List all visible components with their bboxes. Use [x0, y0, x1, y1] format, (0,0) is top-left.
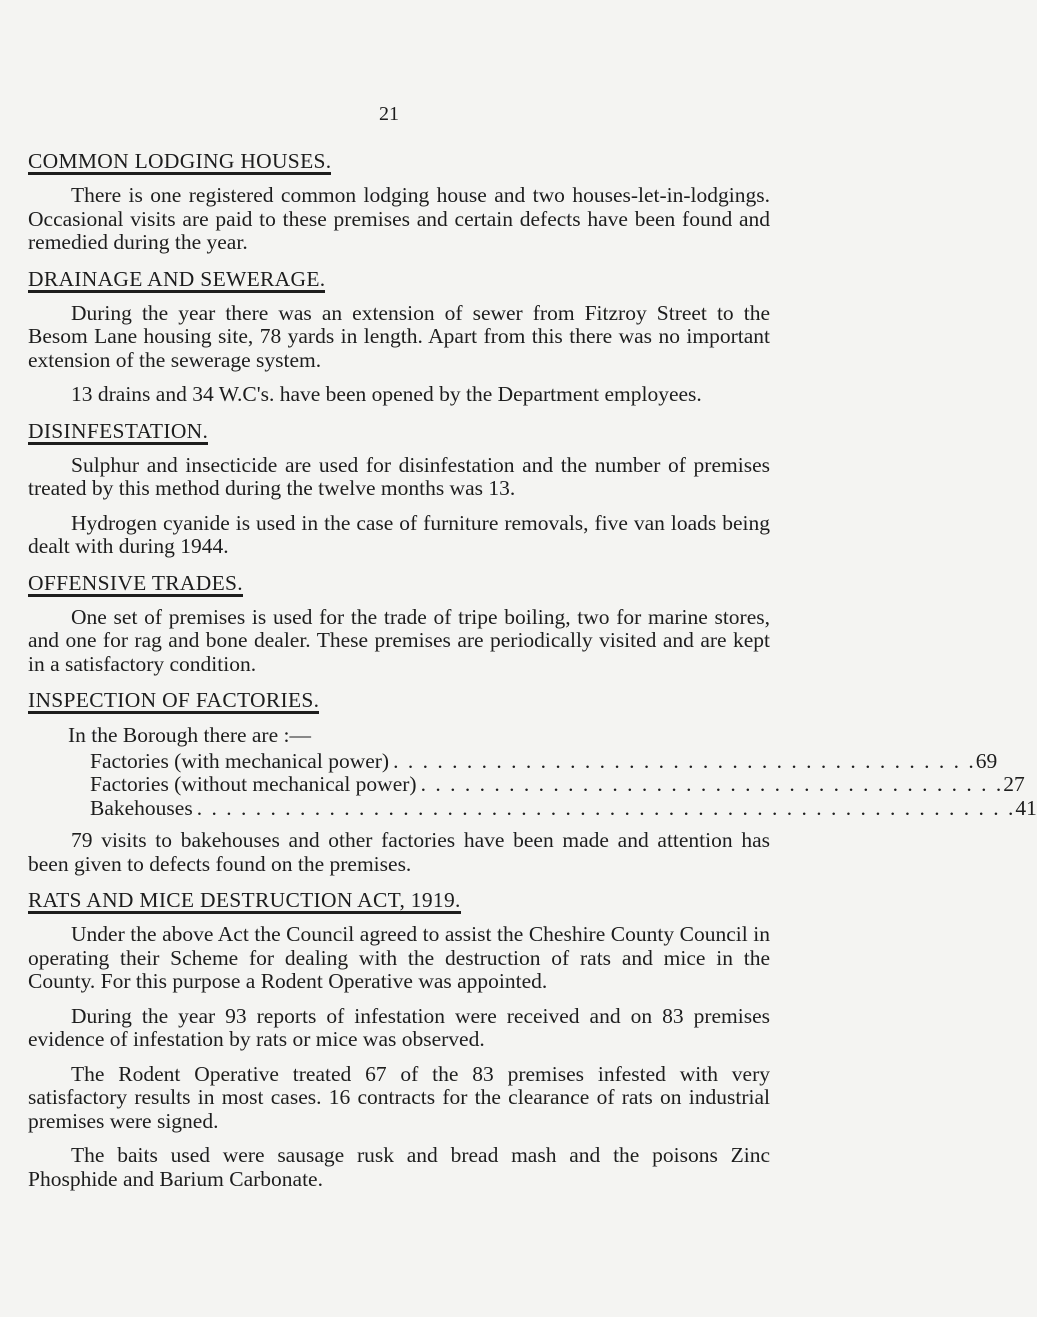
row-label: Factories (with mechanical power) — [90, 748, 390, 773]
page-number: 21 — [379, 103, 399, 125]
section-common-lodging-houses — [28, 150, 770, 255]
paragraph: 13 drains and 34 W.C's. have been opened by the Department employees. — [71, 382, 702, 406]
paragraph: There is one registered common lodging house and two houses-let-in-lodgings. Occasional visits are paid to these premises and certain defects have been found and remedied during the year. — [28, 183, 770, 254]
paragraph: During the year 93 reports of infestation were received and on 83 premises evidence of infestation by rats or mice was observed. — [28, 1003, 770, 1051]
row-value: 41 — [1015, 795, 1037, 820]
paragraph: Sulphur and insecticide are used for disinfestation and the number of premises treated by this method during the twelve months was 13. — [28, 452, 770, 500]
row-label: Bakehouses — [90, 795, 193, 820]
row-label: Factories (without mechanical power) — [90, 772, 417, 796]
section-heading: COMMON LODGING HOUSES. — [28, 149, 332, 173]
paragraph: Under the above Act the Council agreed to assist the Cheshire County Council in operating their Scheme for dealing with the destruction of rats and mice in the County. For this purpose a Rodent Operative was appointed. — [28, 922, 770, 993]
table-row — [90, 772, 1025, 797]
leader-dots: . . . . . . . . . . . . . . . . . . . . . . . . . . . . . . . . . . . . . . . . — [393, 748, 976, 773]
section-heading: RATS AND MICE DESTRUCTION ACT, 1919. — [28, 888, 461, 912]
paragraph: 79 visits to bakehouses and other factories have been made and attention has been given to defects found on the premises. — [28, 828, 770, 876]
section-heading: OFFENSIVE TRADES. — [28, 570, 243, 595]
section-heading: DISINFESTATION. — [28, 418, 209, 443]
paragraph: Hydrogen cyanide is used in the case of furniture removals, five van loads being dealt with during 1944. — [28, 510, 770, 558]
table-row — [90, 748, 998, 774]
document-body — [28, 149, 1037, 1204]
factories-table — [90, 748, 1037, 821]
paragraph: One set of premises is used for the trade of tripe boiling, two for marine stores, and one for rag and bone dealer. These premises are periodically visited and are kept in a satisfactory condition. — [28, 604, 770, 676]
section-heading: INSPECTION OF FACTORIES. — [28, 688, 320, 712]
table-row — [90, 795, 1037, 821]
paragraph: The baits used were sausage rusk and bread mash and the poisons Zinc Phosphide and Barium Carbonate. — [28, 1143, 770, 1191]
section-offensive-trades — [28, 572, 770, 677]
leader-dots: . . . . . . . . . . . . . . . . . . . . . . . . . . . . . . . . . . . . . . . . . . . . . . . . . . . . . . . . — [196, 795, 1016, 820]
section-rats-and-mice — [28, 889, 770, 1191]
section-drainage-and-sewerage — [28, 268, 770, 407]
row-value: 27 — [1003, 772, 1025, 796]
row-value: 69 — [975, 748, 998, 773]
paragraph: The Rodent Operative treated 67 of the 83 premises infested with very satisfactory results in most cases. 16 contracts for the clearance of rats on industrial premises were signed. — [28, 1061, 770, 1133]
section-disinfestation — [28, 420, 770, 559]
section-heading: DRAINAGE AND SEWERAGE. — [28, 266, 326, 291]
section-inspection-of-factories — [28, 688, 1037, 876]
paragraph: During the year there was an extension of sewer from Fitzroy Street to the Besom Lane housing site, 78 yards in length. Apart from this there was no important extension of the sewerage system. — [28, 300, 770, 372]
leader-dots: . . . . . . . . . . . . . . . . . . . . . . . . . . . . . . . . . . . . . . . . — [420, 772, 1004, 796]
factories-intro: In the Borough there are :— — [68, 723, 311, 747]
